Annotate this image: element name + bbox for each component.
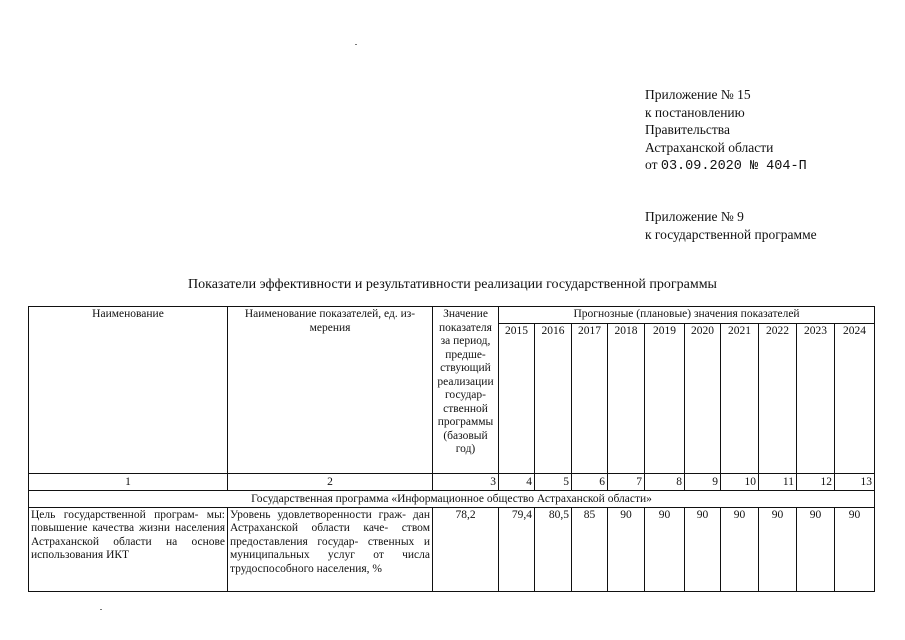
year-cell: 2023 — [797, 323, 835, 473]
appendix-15-title: Приложение № 15 — [645, 87, 751, 102]
date-and-number: 03.09.2020 № 404-П — [660, 159, 807, 174]
table-row — [29, 507, 875, 591]
column-number: 11 — [759, 473, 797, 490]
column-number: 4 — [499, 473, 535, 490]
value-cell: 90 — [608, 507, 645, 591]
header-row — [29, 307, 875, 324]
header-indicator: Наименование показателей, ед. из- мерения — [228, 307, 433, 474]
year-cell: 2018 — [608, 323, 645, 473]
goal-cell: Цель государственной програм- мы: повышение качества жизни населения Астраханской области на основе использования ИКТ — [29, 507, 228, 591]
column-number: 13 — [835, 473, 875, 490]
base-value-cell: 78,2 — [433, 507, 499, 591]
program-section-row — [29, 490, 875, 507]
header-base-value: Значение показателя за период, предше- ствующий реализации государ- ственной программы (базовый год) — [433, 307, 499, 474]
column-number: 10 — [721, 473, 759, 490]
value-cell: 80,5 — [535, 507, 572, 591]
column-number: 6 — [572, 473, 608, 490]
scan-speck — [355, 44, 357, 45]
column-number: 8 — [645, 473, 685, 490]
appendix-9-title: Приложение № 9 — [645, 209, 744, 224]
column-number: 7 — [608, 473, 645, 490]
indicators-table — [28, 306, 875, 592]
appendix-15-region-line: Астраханской области — [645, 139, 774, 155]
appendix-15-date-line — [645, 156, 807, 176]
appendix-9-block — [645, 208, 817, 243]
year-cell: 2021 — [721, 323, 759, 473]
date-prefix: от — [645, 157, 658, 172]
scan-speck — [100, 609, 102, 610]
year-cell: 2022 — [759, 323, 797, 473]
year-cell: 2024 — [835, 323, 875, 473]
appendix-15-block — [645, 86, 807, 176]
value-cell: 90 — [685, 507, 721, 591]
column-number: 5 — [535, 473, 572, 490]
column-number: 12 — [797, 473, 835, 490]
column-number: 9 — [685, 473, 721, 490]
header-forecast: Прогнозные (плановые) значения показателей — [499, 307, 875, 324]
year-cell: 2017 — [572, 323, 608, 473]
document-title: Показатели эффективности и результативности реализации государственной программы — [188, 277, 717, 292]
value-cell: 90 — [835, 507, 875, 591]
column-numbers-row — [29, 473, 875, 490]
year-cell: 2020 — [685, 323, 721, 473]
value-cell: 90 — [759, 507, 797, 591]
year-cell: 2016 — [535, 323, 572, 473]
column-number: 3 — [433, 473, 499, 490]
year-cell: 2015 — [499, 323, 535, 473]
column-number: 1 — [29, 473, 228, 490]
column-number: 2 — [228, 473, 433, 490]
appendix-15-ref-line: к постановлению — [645, 104, 745, 120]
indicator-cell: Уровень удовлетворенности граж- дан Астраханской области каче- ством предоставления государ- ственных и муниципальных услуг от числа трудоспособного населения, % — [228, 507, 433, 591]
value-cell: 90 — [721, 507, 759, 591]
value-cell: 90 — [645, 507, 685, 591]
year-cell: 2019 — [645, 323, 685, 473]
value-cell: 90 — [797, 507, 835, 591]
value-cell: 79,4 — [499, 507, 535, 591]
value-cell: 85 — [572, 507, 608, 591]
appendix-15-government-line: Правительства — [645, 122, 730, 137]
header-name: Наименование — [29, 307, 228, 474]
program-title: Государственная программа «Информационное общество Астраханской области» — [29, 490, 875, 507]
appendix-9-ref-line: к государственной программе — [645, 226, 817, 242]
